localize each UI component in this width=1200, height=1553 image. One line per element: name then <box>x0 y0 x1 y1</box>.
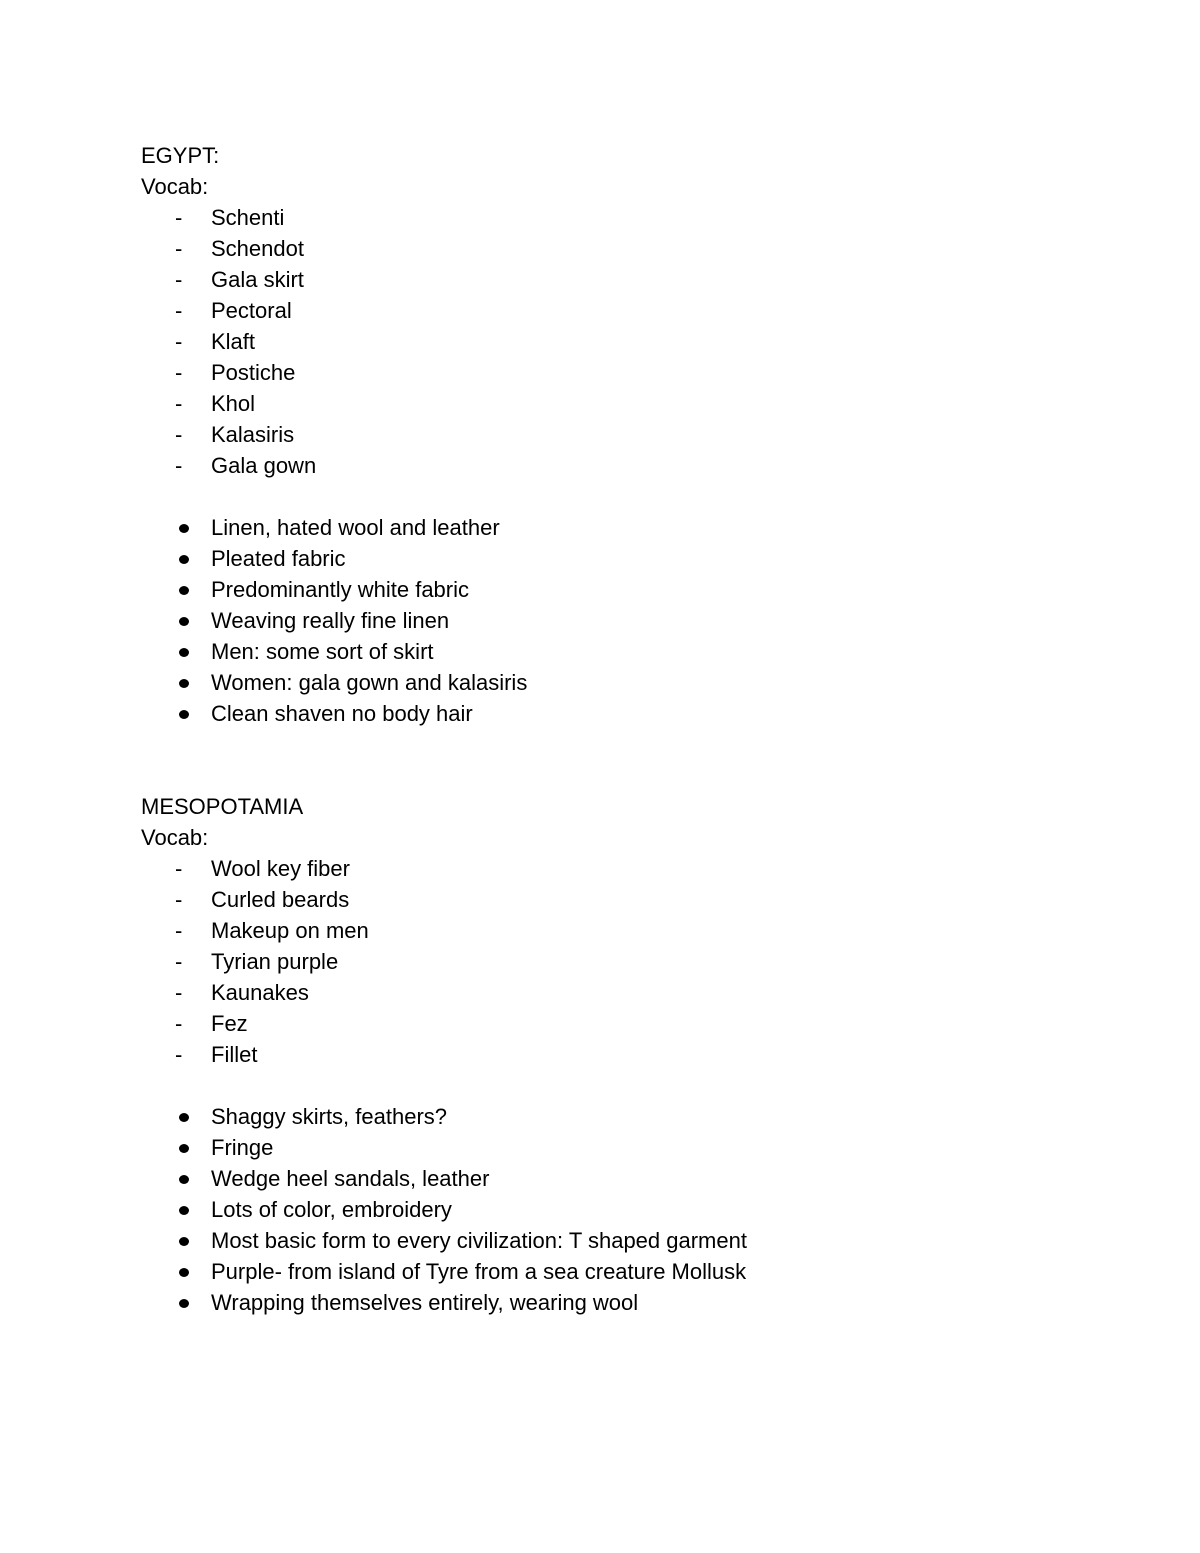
note-item <box>141 1256 1041 1287</box>
note-item <box>141 605 1041 636</box>
note-text: Purple- from island of Tyre from a sea creature Mollusk <box>211 1259 747 1284</box>
note-text: Lots of color, embroidery <box>211 1197 452 1222</box>
dash-marker: - <box>175 267 183 292</box>
note-text: Clean shaven no body hair <box>211 701 473 726</box>
dash-marker: - <box>175 360 183 385</box>
vocab-item <box>141 1039 1041 1070</box>
note-text: Wrapping themselves entirely, wearing wool <box>211 1290 639 1315</box>
note-text: Weaving really fine linen <box>211 608 450 633</box>
note-text: Predominantly white fabric <box>211 577 470 602</box>
vocab-item <box>141 946 1041 977</box>
vocab-term: Makeup on men <box>211 918 369 943</box>
vocab-item <box>141 388 1041 419</box>
dash-marker: - <box>175 236 183 261</box>
dash-marker: - <box>175 453 183 478</box>
vocab-term: Curled beards <box>211 887 350 912</box>
vocab-term: Tyrian purple <box>211 949 339 974</box>
section-title: MESOPOTAMIA <box>141 794 304 819</box>
bullet-icon <box>179 1144 189 1153</box>
document-body <box>141 140 1041 1318</box>
dash-marker: - <box>175 1042 183 1067</box>
bullet-icon <box>179 1206 189 1215</box>
vocab-term: Pectoral <box>211 298 292 323</box>
dash-marker: - <box>175 980 183 1005</box>
dash-marker: - <box>175 422 183 447</box>
bullet-icon <box>179 1175 189 1184</box>
note-item <box>141 1132 1041 1163</box>
blank-line <box>141 760 1041 791</box>
vocab-item <box>141 357 1041 388</box>
note-text: Most basic form to every civilization: T shaped garment <box>211 1228 747 1253</box>
vocab-term: Fez <box>211 1011 248 1036</box>
note-item <box>141 574 1041 605</box>
vocab-term: Schendot <box>211 236 304 261</box>
vocab-item <box>141 295 1041 326</box>
note-item <box>141 636 1041 667</box>
dash-marker: - <box>175 298 183 323</box>
vocab-item <box>141 450 1041 481</box>
note-text: Fringe <box>211 1135 274 1160</box>
note-item <box>141 1225 1041 1256</box>
blank-line <box>141 729 1041 760</box>
bullet-icon <box>179 1113 189 1122</box>
vocab-label: Vocab: <box>141 174 209 199</box>
section-title: EGYPT: <box>141 143 220 168</box>
section-mesopotamia <box>141 791 1041 1318</box>
blank-line <box>141 1070 1041 1101</box>
dash-marker: - <box>175 949 183 974</box>
note-text: Linen, hated wool and leather <box>211 515 500 540</box>
vocab-item <box>141 853 1041 884</box>
vocab-label: Vocab: <box>141 825 209 850</box>
dash-marker: - <box>175 856 183 881</box>
vocab-term: Klaft <box>211 329 256 354</box>
vocab-term: Kaunakes <box>211 980 309 1005</box>
bullet-icon <box>179 617 189 626</box>
dash-marker: - <box>175 329 183 354</box>
dash-marker: - <box>175 887 183 912</box>
notes-list <box>141 512 1041 729</box>
note-text: Pleated fabric <box>211 546 346 571</box>
vocab-item <box>141 264 1041 295</box>
vocab-item <box>141 202 1041 233</box>
note-text: Shaggy skirts, feathers? <box>211 1104 448 1129</box>
bullet-icon <box>179 1268 189 1277</box>
vocab-term: Wool key fiber <box>211 856 350 881</box>
bullet-icon <box>179 710 189 719</box>
dash-marker: - <box>175 391 183 416</box>
vocab-list <box>141 853 1041 1070</box>
bullet-icon <box>179 1299 189 1308</box>
note-item <box>141 1101 1041 1132</box>
note-item <box>141 1287 1041 1318</box>
vocab-list <box>141 202 1041 481</box>
vocab-item <box>141 326 1041 357</box>
section-egypt <box>141 140 1041 729</box>
note-text: Men: some sort of skirt <box>211 639 434 664</box>
blank-line <box>141 481 1041 512</box>
bullet-icon <box>179 679 189 688</box>
vocab-item <box>141 884 1041 915</box>
bullet-icon <box>179 586 189 595</box>
vocab-item <box>141 915 1041 946</box>
vocab-term: Gala gown <box>211 453 317 478</box>
note-text: Women: gala gown and kalasiris <box>211 670 528 695</box>
vocab-term: Fillet <box>211 1042 258 1067</box>
bullet-icon <box>179 648 189 657</box>
dash-marker: - <box>175 1011 183 1036</box>
vocab-term: Gala skirt <box>211 267 304 292</box>
note-item <box>141 667 1041 698</box>
vocab-item <box>141 977 1041 1008</box>
bullet-icon <box>179 555 189 564</box>
vocab-term: Postiche <box>211 360 296 385</box>
vocab-item <box>141 233 1041 264</box>
dash-marker: - <box>175 205 183 230</box>
notes-list <box>141 1101 1041 1318</box>
vocab-term: Schenti <box>211 205 285 230</box>
note-item <box>141 1194 1041 1225</box>
dash-marker: - <box>175 918 183 943</box>
vocab-item <box>141 1008 1041 1039</box>
note-item <box>141 543 1041 574</box>
vocab-term: Kalasiris <box>211 422 295 447</box>
vocab-term: Khol <box>211 391 256 416</box>
bullet-icon <box>179 1237 189 1246</box>
bullet-icon <box>179 524 189 533</box>
note-text: Wedge heel sandals, leather <box>211 1166 490 1191</box>
note-item <box>141 512 1041 543</box>
note-item <box>141 698 1041 729</box>
vocab-item <box>141 419 1041 450</box>
note-item <box>141 1163 1041 1194</box>
